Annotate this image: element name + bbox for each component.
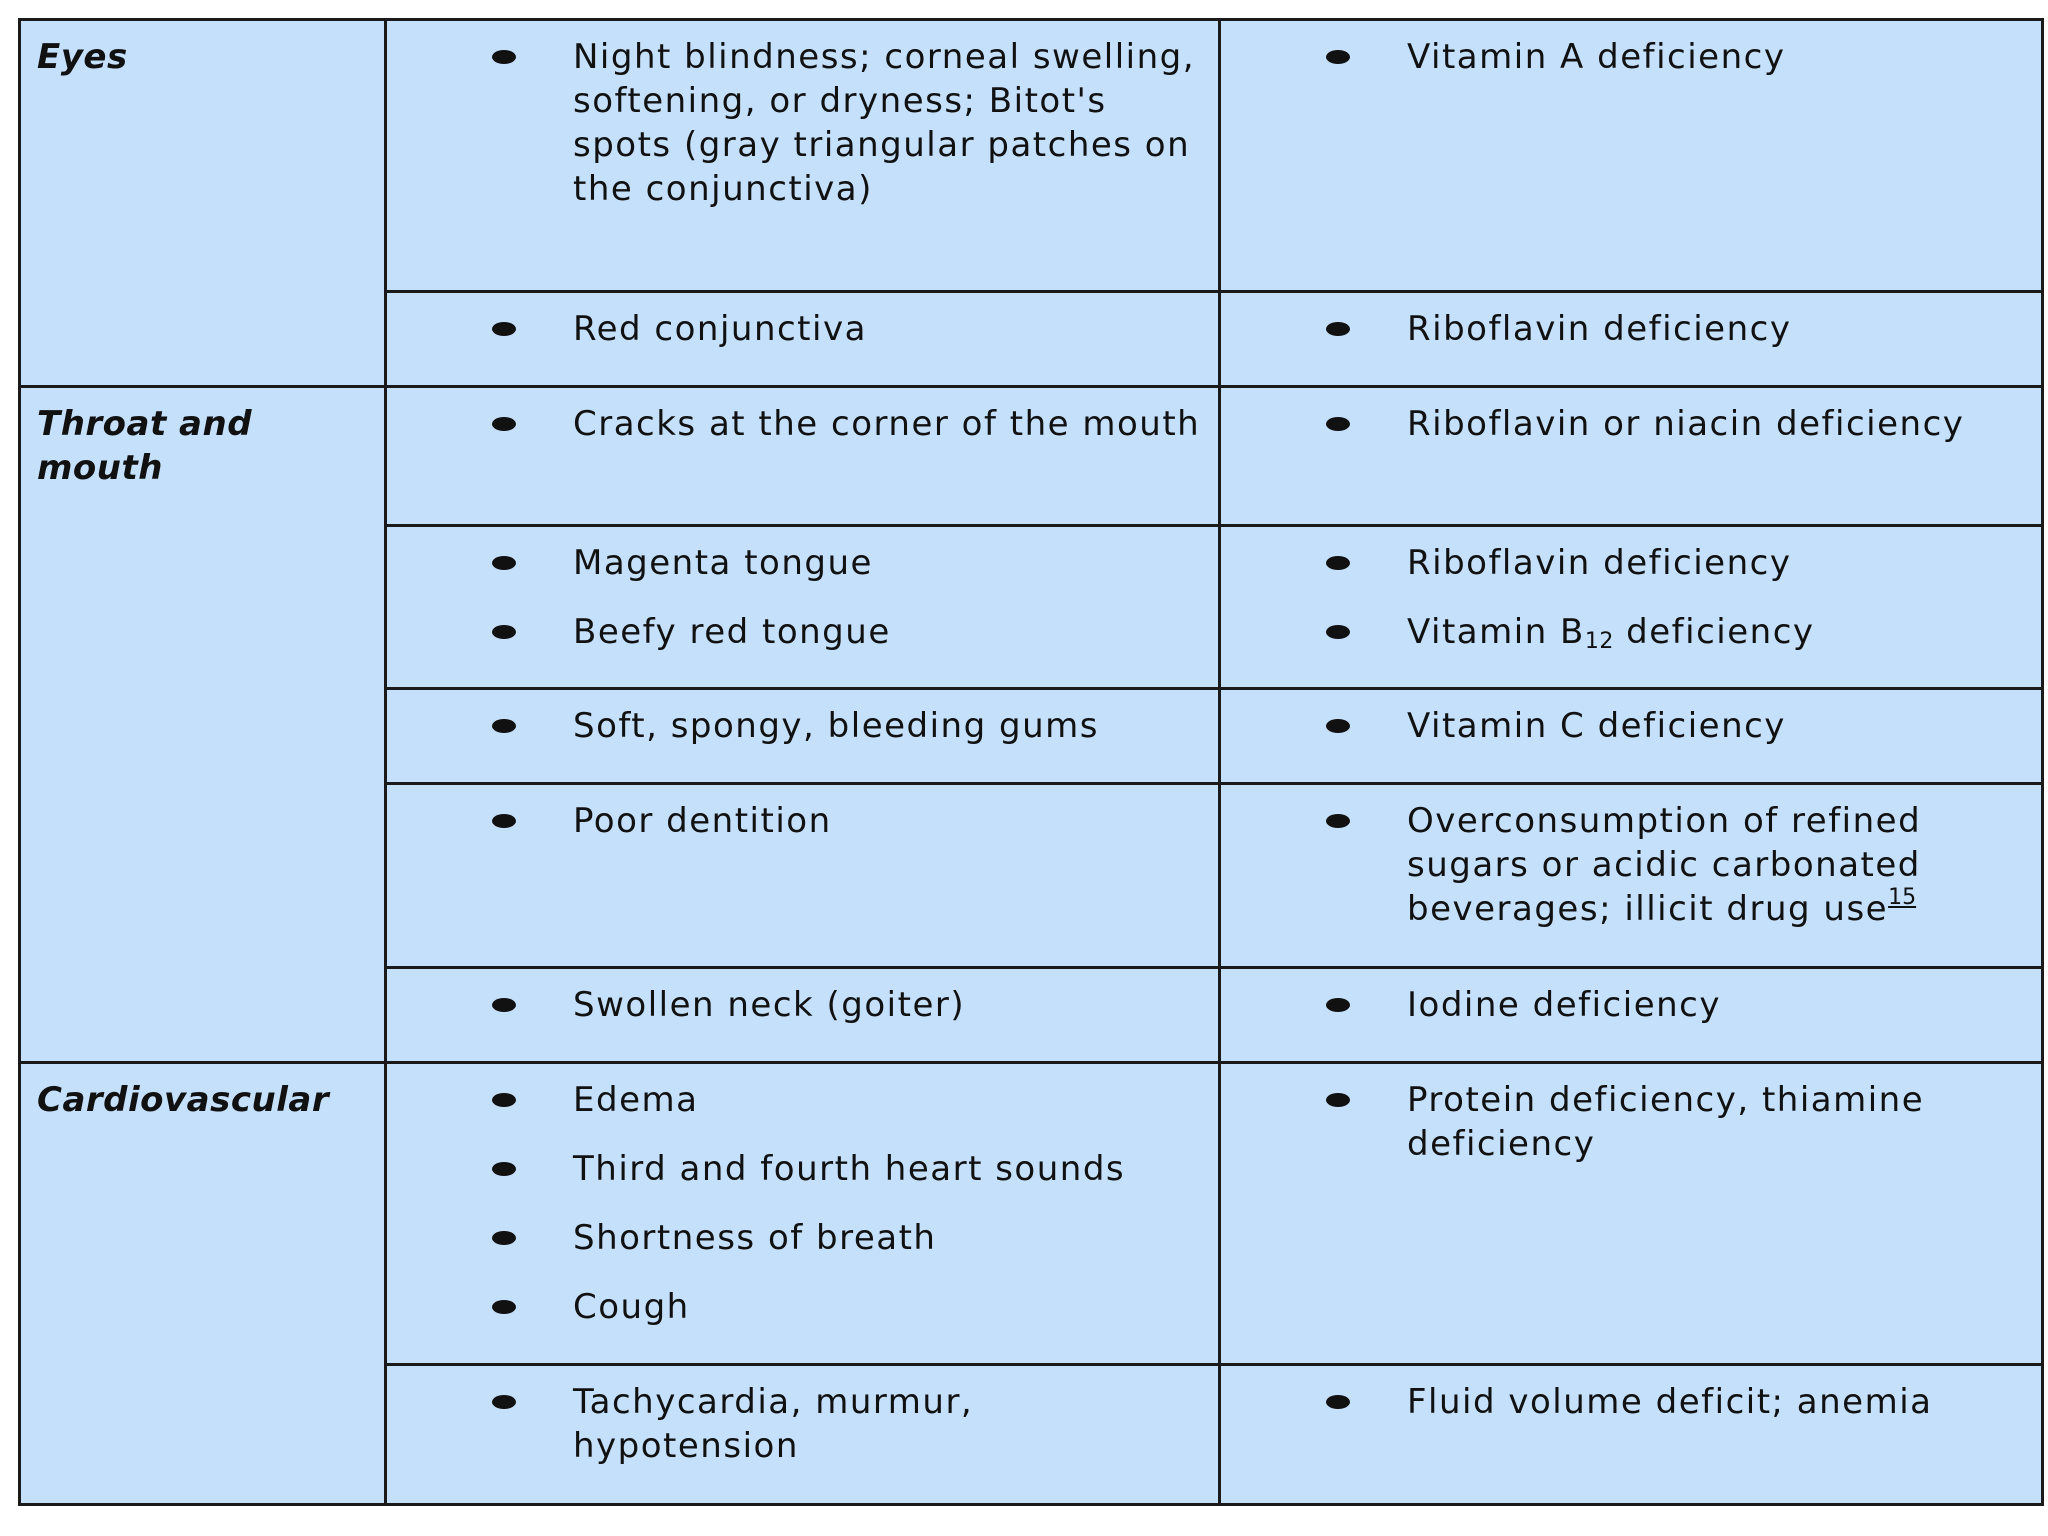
cause-text: Vitamin B bbox=[1407, 612, 1585, 652]
cause-text: Overconsumption of refined sugars or acidic carbonated beverages; illicit drug use bbox=[1407, 801, 1922, 929]
cause-cell bbox=[1220, 20, 2043, 292]
cause-cell bbox=[1220, 968, 2043, 1063]
cause-text: Vitamin A deficiency bbox=[1407, 37, 1786, 77]
list-item bbox=[387, 704, 1204, 748]
bullet-icon bbox=[1326, 625, 1350, 639]
bullet-icon bbox=[492, 625, 516, 639]
list-item bbox=[1221, 402, 2027, 446]
sign-text: Night blindness; corneal swelling, softening, or dryness; Bitot's spots (gray triangular patches on the conjunctiva) bbox=[573, 37, 1196, 209]
sign-cell bbox=[386, 20, 1220, 292]
list-item bbox=[387, 1078, 1204, 1122]
bullet-icon bbox=[492, 322, 516, 336]
category-throat-and-mouth bbox=[20, 387, 386, 1063]
list-item bbox=[387, 1216, 1204, 1260]
list-item bbox=[387, 402, 1204, 446]
sign-cell bbox=[386, 689, 1220, 784]
cause-cell bbox=[1220, 1365, 2043, 1505]
bullet-icon bbox=[1326, 556, 1350, 570]
cause-cell bbox=[1220, 689, 2043, 784]
category-label: Cardiovascular bbox=[37, 1080, 330, 1120]
sign-text: Third and fourth heart sounds bbox=[573, 1149, 1126, 1189]
sign-cell bbox=[386, 526, 1220, 689]
list-item bbox=[1221, 799, 2027, 931]
cause-text: Iodine deficiency bbox=[1407, 985, 1721, 1025]
list-item bbox=[387, 35, 1204, 211]
table-row bbox=[20, 20, 2043, 292]
sign-text: Magenta tongue bbox=[573, 543, 873, 583]
cause-text: Vitamin C deficiency bbox=[1407, 706, 1786, 746]
bullet-icon bbox=[492, 719, 516, 733]
bullet-icon bbox=[1326, 322, 1350, 336]
bullet-icon bbox=[492, 998, 516, 1012]
sign-text: Cough bbox=[573, 1287, 690, 1327]
sign-text: Swollen neck (goiter) bbox=[573, 985, 966, 1025]
bullet-icon bbox=[492, 1395, 516, 1409]
list-item bbox=[387, 610, 1204, 654]
b12-subscript: 12 bbox=[1584, 629, 1614, 654]
list-item bbox=[387, 799, 1204, 843]
cause-cell bbox=[1220, 784, 2043, 968]
bullet-icon bbox=[492, 814, 516, 828]
bullet-icon bbox=[492, 1231, 516, 1245]
sign-text: Cracks at the corner of the mouth bbox=[573, 404, 1201, 444]
list-item bbox=[1221, 983, 2027, 1027]
list-item bbox=[1221, 307, 2027, 351]
list-item bbox=[1221, 1078, 2027, 1166]
cause-text: Riboflavin or niacin deficiency bbox=[1407, 404, 1965, 444]
bullet-icon bbox=[1326, 50, 1350, 64]
category-eyes bbox=[20, 20, 386, 387]
sign-cell bbox=[386, 968, 1220, 1063]
category-cardiovascular bbox=[20, 1063, 386, 1505]
list-item bbox=[387, 983, 1204, 1027]
cause-cell bbox=[1220, 292, 2043, 387]
bullet-icon bbox=[492, 50, 516, 64]
list-item bbox=[1221, 541, 2027, 585]
cause-text: Fluid volume deficit; anemia bbox=[1407, 1382, 1933, 1422]
sign-cell bbox=[386, 1063, 1220, 1365]
cause-text: Riboflavin deficiency bbox=[1407, 309, 1792, 349]
list-item bbox=[387, 1380, 1204, 1468]
sign-text: Poor dentition bbox=[573, 801, 832, 841]
list-item bbox=[1221, 610, 2027, 654]
sign-text: Tachycardia, murmur, hypotension bbox=[573, 1382, 974, 1466]
sign-text: Shortness of breath bbox=[573, 1218, 937, 1258]
bullet-icon bbox=[492, 1093, 516, 1107]
bullet-icon bbox=[492, 1162, 516, 1176]
bullet-icon bbox=[1326, 1093, 1350, 1107]
bullet-icon bbox=[1326, 1395, 1350, 1409]
category-label: Eyes bbox=[37, 37, 128, 77]
list-item bbox=[387, 541, 1204, 585]
cause-text-suffix: deficiency bbox=[1613, 612, 1815, 652]
cause-cell bbox=[1220, 387, 2043, 526]
bullet-icon bbox=[492, 417, 516, 431]
cause-cell bbox=[1220, 526, 2043, 689]
bullet-icon bbox=[492, 556, 516, 570]
list-item bbox=[1221, 704, 2027, 748]
list-item bbox=[387, 1285, 1204, 1329]
sign-text: Beefy red tongue bbox=[573, 612, 891, 652]
cause-cell bbox=[1220, 1063, 2043, 1365]
sign-text: Red conjunctiva bbox=[573, 309, 867, 349]
bullet-icon bbox=[1326, 719, 1350, 733]
list-item bbox=[387, 1147, 1204, 1191]
cause-text: Riboflavin deficiency bbox=[1407, 543, 1792, 583]
cause-text: Protein deficiency, thiamine deficiency bbox=[1407, 1080, 1925, 1164]
sign-text: Edema bbox=[573, 1080, 699, 1120]
sign-cell bbox=[386, 387, 1220, 526]
list-item bbox=[387, 307, 1204, 351]
sign-cell bbox=[386, 1365, 1220, 1505]
sign-cell bbox=[386, 292, 1220, 387]
sign-text: Soft, spongy, bleeding gums bbox=[573, 706, 1099, 746]
category-label: Throat and mouth bbox=[37, 404, 253, 488]
list-item bbox=[1221, 35, 2027, 79]
bullet-icon bbox=[1326, 417, 1350, 431]
bullet-icon bbox=[492, 1300, 516, 1314]
bullet-icon bbox=[1326, 998, 1350, 1012]
sign-cell bbox=[386, 784, 1220, 968]
table-row bbox=[20, 387, 2043, 526]
footnote-link[interactable]: 15 bbox=[1888, 885, 1917, 910]
list-item bbox=[1221, 1380, 2027, 1424]
table-row bbox=[20, 1063, 2043, 1365]
nutrition-assessment-table bbox=[18, 18, 2044, 1506]
bullet-icon bbox=[1326, 814, 1350, 828]
